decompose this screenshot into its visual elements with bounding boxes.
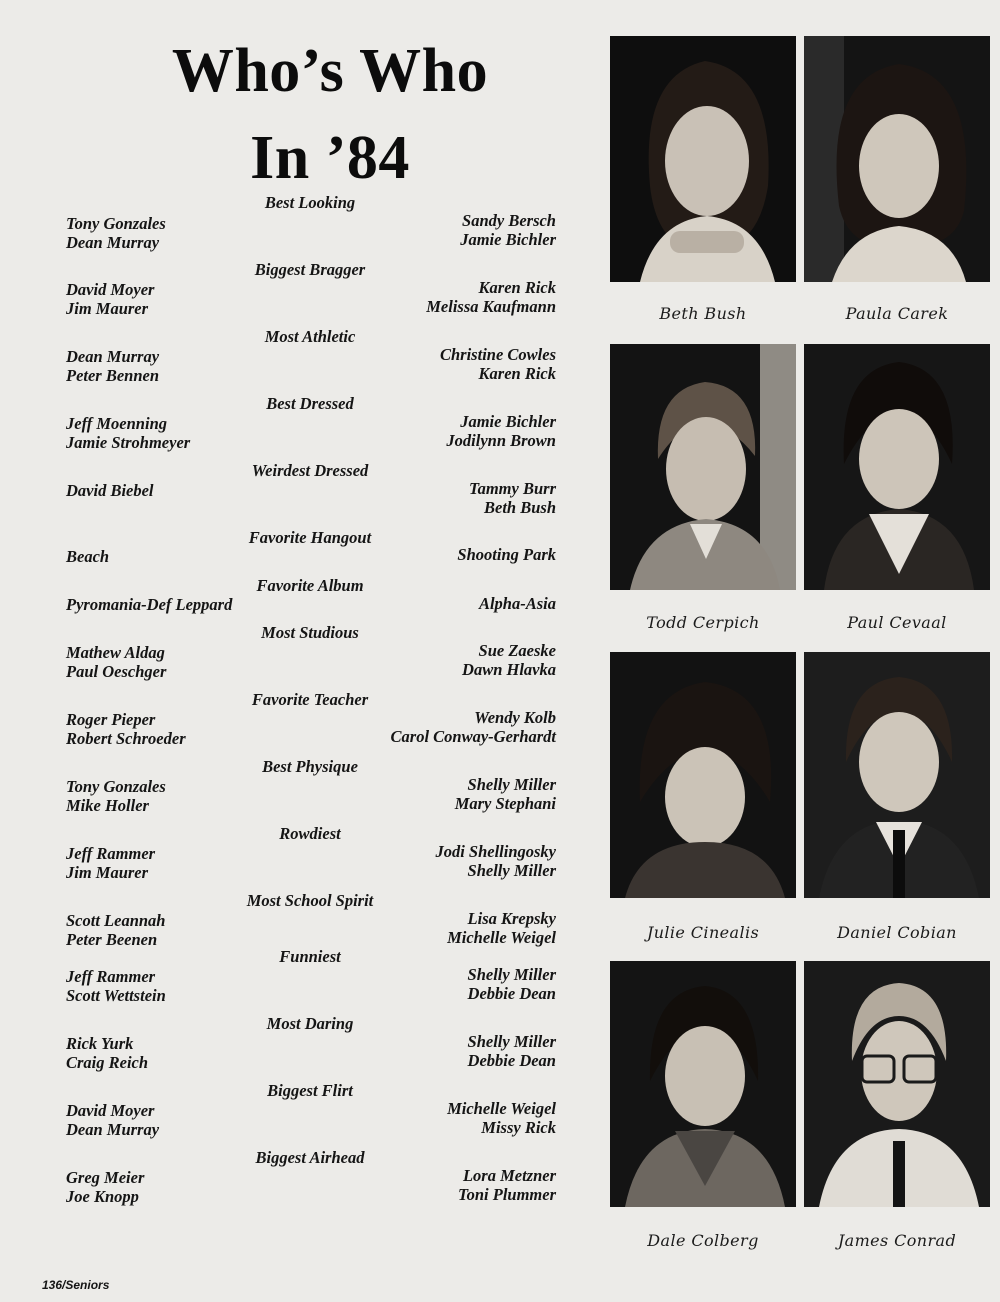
title-line-2: In ’84 [250, 123, 410, 192]
award-boys [66, 347, 159, 385]
portrait-caption: Todd Cerpich [646, 613, 760, 632]
girl-name: Lisa Krepsky [467, 909, 556, 928]
award-boys [66, 1101, 159, 1139]
award-girls [468, 965, 556, 1003]
award-girls [462, 641, 556, 679]
portrait-caption: Paul Cevaal [847, 613, 947, 632]
award-boys [66, 214, 166, 252]
girl-name: Shelly Miller [467, 965, 556, 984]
award-boys [66, 481, 154, 500]
girl-name: Debbie Dean [467, 984, 556, 1003]
award-category: Best Physique [262, 757, 358, 776]
girl-name: Karen Rick [478, 278, 556, 297]
girl-name: Toni Plummer [458, 1185, 556, 1204]
award-category: Best Looking [264, 193, 356, 212]
boy-name: Scott Wettstein [66, 986, 166, 1005]
girl-name: Shelly Miller [467, 1032, 556, 1051]
award-boys [66, 967, 166, 1005]
portrait-photo [804, 652, 990, 898]
portrait-photo [610, 36, 796, 282]
portrait-photo [610, 344, 796, 590]
page-title [150, 28, 510, 202]
boy-name: Jim Maurer [66, 299, 149, 318]
girl-name: Carol Conway-Gerhardt [390, 727, 556, 746]
award-category: Rowdiest [279, 824, 341, 843]
boy-name: Rick Yurk [66, 1034, 134, 1053]
award-category: Weirdest Dressed [251, 461, 369, 480]
boy-name: Craig Reich [66, 1053, 149, 1072]
boy-name: Mathew Aldag [66, 643, 165, 662]
boy-name: Peter Bennen [66, 366, 160, 385]
boy-name: Dean Murray [66, 1120, 160, 1139]
award-category: Best Dressed [266, 394, 354, 413]
girl-name: Michelle Weigel [447, 1099, 556, 1118]
award-girls [457, 545, 556, 564]
portrait-photo [804, 344, 990, 590]
portrait-caption: Daniel Cobian [837, 923, 957, 942]
page-footer: 136/Seniors [42, 1278, 110, 1292]
girl-name: Debbie Dean [467, 1051, 556, 1070]
portrait-caption: Dale Colberg [647, 1231, 759, 1250]
award-category: Funniest [279, 947, 341, 966]
girl-name: Sandy Bersch [462, 211, 556, 230]
girl-name: Melissa Kaufmann [426, 297, 556, 316]
girl-name: Mary Stephani [454, 794, 556, 813]
award-girls [460, 211, 556, 249]
award-category: Biggest Airhead [255, 1148, 365, 1167]
award-boys [66, 595, 232, 614]
boy-name: Jeff Moenning [66, 414, 167, 433]
award-category: Favorite Hangout [248, 528, 372, 547]
award-boys [66, 911, 165, 949]
boy-name: Greg Meier [66, 1168, 145, 1187]
girl-name: Michelle Weigel [447, 928, 556, 947]
award-category: Biggest Bragger [254, 260, 366, 279]
award-girls [447, 909, 556, 947]
portrait-photo [804, 36, 990, 282]
award-boys [66, 643, 166, 681]
girl-name: Beth Bush [484, 498, 556, 517]
award-category: Favorite Teacher [251, 690, 369, 709]
boy-name: Scott Leannah [66, 911, 166, 930]
boy-name: Pyromania-Def Leppard [66, 595, 233, 614]
award-boys [66, 414, 190, 452]
girl-name: Jodi Shellingosky [435, 842, 556, 861]
boy-name: Tony Gonzales [66, 777, 166, 796]
boy-name: Jim Maurer [66, 863, 149, 882]
boy-name: Jeff Rammer [66, 844, 156, 863]
boy-name: Dean Murray [66, 233, 160, 252]
boy-name: David Biebel [66, 481, 154, 500]
award-boys [66, 1034, 148, 1072]
award-girls [440, 345, 556, 383]
award-girls [435, 842, 556, 880]
girl-name: Wendy Kolb [474, 708, 556, 727]
portrait-caption: Beth Bush [659, 304, 747, 323]
boy-name: Roger Pieper [66, 710, 156, 729]
award-boys [66, 844, 155, 882]
award-boys [66, 547, 109, 566]
boy-name: David Moyer [66, 280, 155, 299]
boy-name: Mike Holler [66, 796, 149, 815]
boy-name: Joe Knopp [66, 1187, 139, 1206]
award-girls [469, 479, 556, 517]
girl-name: Tammy Burr [469, 479, 556, 498]
boy-name: Jamie Strohmeyer [66, 433, 191, 452]
portrait-photo [804, 961, 990, 1207]
award-girls [458, 1166, 556, 1204]
award-category: Favorite Album [256, 576, 364, 595]
boy-name: Tony Gonzales [66, 214, 166, 233]
portrait-caption: James Conrad [837, 1231, 957, 1250]
award-girls [426, 278, 556, 316]
boy-name: Peter Beenen [66, 930, 158, 949]
award-girls [455, 775, 556, 813]
award-category: Biggest Flirt [267, 1081, 353, 1100]
girl-name: Shelly Miller [467, 861, 556, 880]
girl-name: Jodilynn Brown [446, 431, 556, 450]
award-boys [66, 710, 186, 748]
girl-name: Sue Zaeske [478, 641, 556, 660]
girl-name: Karen Rick [478, 364, 556, 383]
girl-name: Missy Rick [481, 1118, 556, 1137]
boy-name: Dean Murray [66, 347, 160, 366]
girl-name: Shooting Park [457, 545, 556, 564]
girl-name: Jamie Bichler [460, 230, 556, 249]
portrait-photo [610, 961, 796, 1207]
award-girls [391, 708, 556, 746]
boy-name: Paul Oeschger [66, 662, 167, 681]
boy-name: Robert Schroeder [66, 729, 186, 748]
girl-name: Alpha-Asia [478, 594, 556, 613]
award-category: Most Studious [261, 623, 359, 642]
boy-name: David Moyer [66, 1101, 155, 1120]
award-boys [66, 1168, 144, 1206]
award-girls [468, 1032, 556, 1070]
award-girls [479, 594, 556, 613]
award-boys [66, 777, 166, 815]
award-category: Most Daring [266, 1014, 354, 1033]
portrait-photo [610, 652, 796, 898]
girl-name: Christine Cowles [440, 345, 556, 364]
award-girls [447, 1099, 556, 1137]
boy-name: Jeff Rammer [66, 967, 156, 986]
title-line-1: Who’s Who [171, 37, 489, 105]
award-boys [66, 280, 154, 318]
girl-name: Lora Metzner [462, 1166, 556, 1185]
portrait-caption: Paula Carek [845, 304, 949, 323]
girl-name: Dawn Hlavka [462, 660, 556, 679]
portrait-caption: Julie Cinealis [646, 923, 760, 942]
award-girls [446, 412, 556, 450]
boy-name: Beach [66, 547, 110, 566]
girl-name: Shelly Miller [467, 775, 556, 794]
girl-name: Jamie Bichler [460, 412, 556, 431]
award-category: Most Athletic [264, 327, 356, 346]
award-category: Most School Spirit [246, 891, 374, 910]
